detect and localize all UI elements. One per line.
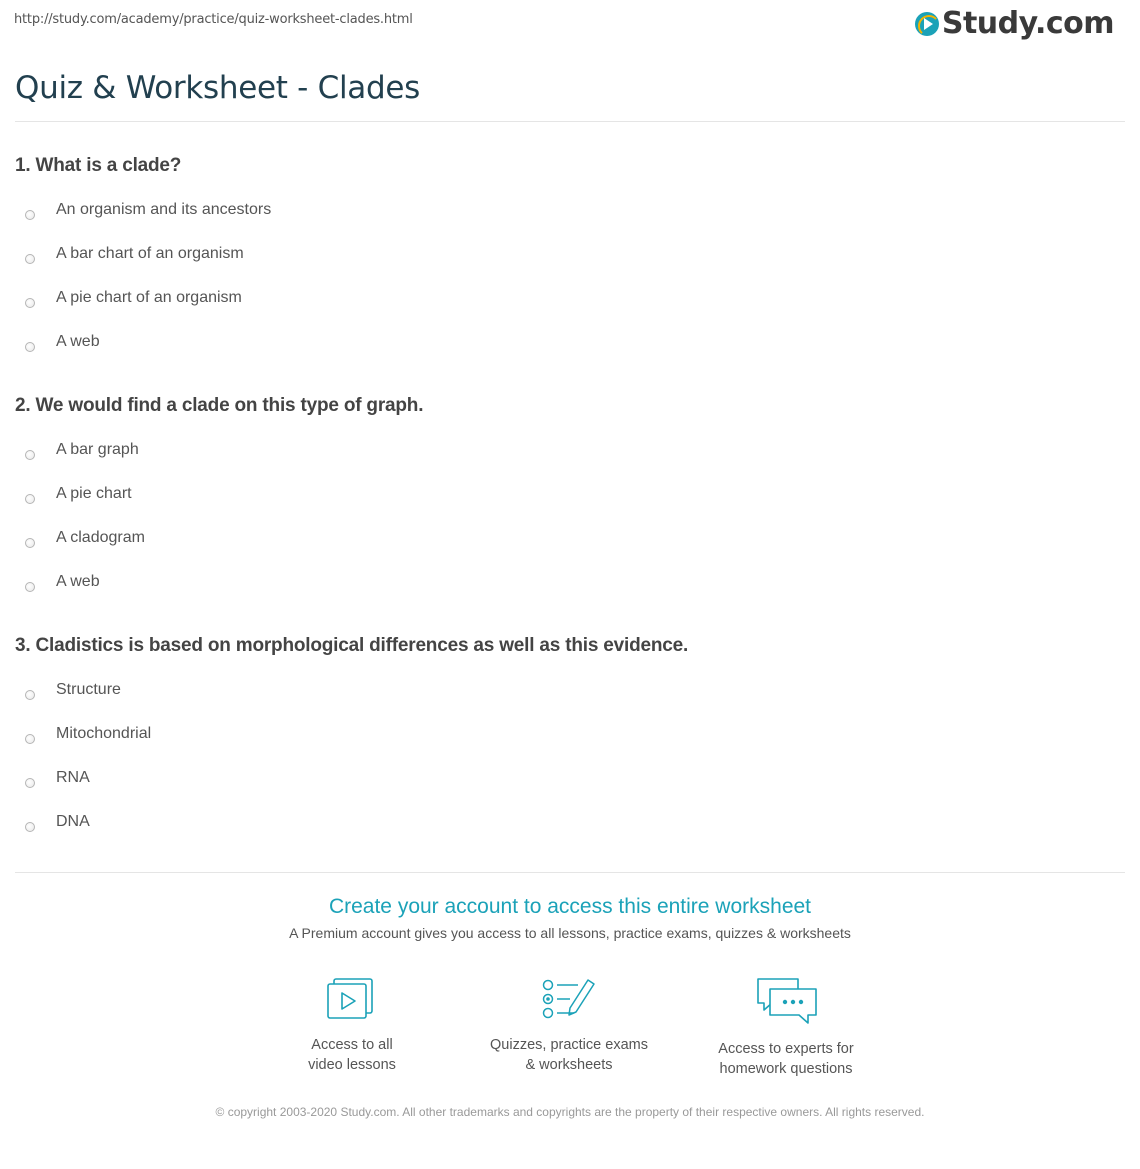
radio-icon[interactable] [25,254,35,264]
radio-icon[interactable] [25,690,35,700]
cta-divider [15,872,1125,873]
quiz-list-icon [540,975,598,1023]
answer-label: A bar chart of an organism [56,245,244,262]
feature-line-1: Access to all [311,1037,393,1053]
radio-icon[interactable] [25,210,35,220]
answer-option[interactable] [15,479,423,523]
answer-option[interactable] [15,719,688,763]
title-divider [15,121,1125,122]
radio-icon[interactable] [25,298,35,308]
answer-label: A pie chart [56,485,132,502]
answer-list [15,435,423,611]
feature-video-lessons [252,975,452,1075]
answer-label: A bar graph [56,441,139,458]
answer-option[interactable] [15,763,688,807]
chat-bubbles-icon [754,975,818,1027]
answer-label: Mitochondrial [56,725,152,742]
radio-icon[interactable] [25,778,35,788]
logo-text: Study.com [941,6,1114,41]
page-url: http://study.com/academy/practice/quiz-worksheet-clades.html [14,12,413,27]
answer-label: Structure [56,681,121,698]
answer-label: A web [56,573,100,590]
answer-label: A cladogram [56,529,145,546]
radio-icon[interactable] [25,494,35,504]
radio-icon[interactable] [25,734,35,744]
answer-option[interactable] [15,675,688,719]
question-text: 1. What is a clade? [15,155,182,176]
feature-experts [686,975,886,1079]
study-logo[interactable] [915,6,1114,41]
feature-line-2: homework questions [719,1061,853,1077]
answer-option[interactable] [15,195,271,239]
answer-label: An organism and its ancestors [56,201,272,218]
radio-icon[interactable] [25,450,35,460]
answer-option[interactable] [15,283,271,327]
answer-list [15,195,271,371]
radio-icon[interactable] [25,342,35,352]
answer-option[interactable] [15,523,423,567]
answer-label: A web [56,333,100,350]
radio-icon[interactable] [25,822,35,832]
question-2 [15,395,423,611]
answer-list [15,675,688,851]
feature-line-2: video lessons [308,1057,396,1073]
question-3 [15,635,688,851]
feature-line-1: Quizzes, practice exams [490,1037,648,1053]
radio-icon[interactable] [25,582,35,592]
answer-option[interactable] [15,807,688,851]
answer-label: A pie chart of an organism [56,289,242,306]
video-lessons-icon [325,975,379,1023]
study-play-logo-icon [915,12,939,36]
answer-option[interactable] [15,239,271,283]
answer-label: DNA [56,813,90,830]
answer-option[interactable] [15,567,423,611]
feature-quizzes [469,975,669,1075]
question-text: 3. Cladistics is based on morphological differences as well as this evidence. [15,635,689,656]
answer-option[interactable] [15,327,271,371]
feature-line-1: Access to experts for [718,1041,854,1057]
create-account-link[interactable]: Create your account to access this entire worksheet [328,895,812,918]
copyright-notice: © copyright 2003-2020 Study.com. All other trademarks and copyrights are the property of their respective owners. All rights reserved. [215,1105,925,1119]
question-text: 2. We would find a clade on this type of graph. [15,395,424,416]
page-title: Quiz & Worksheet - Clades [15,70,420,106]
radio-icon[interactable] [25,538,35,548]
cta-subtitle: A Premium account gives you access to all lessons, practice exams, quizzes & worksheets [289,925,851,941]
answer-option[interactable] [15,435,423,479]
question-1 [15,155,271,371]
answer-label: RNA [56,769,90,786]
feature-line-2: & worksheets [525,1057,613,1073]
